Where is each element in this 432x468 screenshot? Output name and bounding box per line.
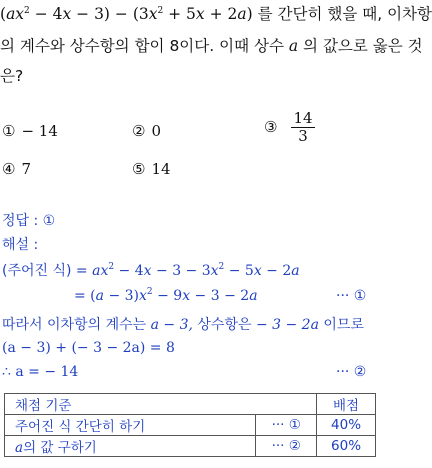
- question-text-3: 은?: [0, 67, 24, 85]
- option-5[interactable]: [132, 160, 171, 178]
- option-4-value: 7: [21, 160, 31, 178]
- then-mid: 상수항은: [197, 317, 252, 333]
- then-coef: a − 3,: [150, 317, 193, 333]
- table-header-row: [5, 394, 376, 415]
- row-2-item: 의 값 구하기: [23, 440, 97, 456]
- row-1-item: 주어진 식 간단히 하기: [5, 415, 256, 436]
- question-text-1: 를 간단히 했을 때, 이차항: [257, 5, 432, 23]
- option-2[interactable]: [132, 122, 161, 140]
- row-2-score: 60%: [317, 436, 376, 457]
- question-var-a: a: [288, 37, 299, 55]
- sum-equation: (a − 3) + (− 3 − 2a) = 8: [2, 340, 175, 356]
- row-1-mark: ··· ①: [256, 415, 317, 436]
- option-1[interactable]: [2, 122, 58, 140]
- option-3[interactable]: [264, 110, 315, 145]
- grading-table: [4, 393, 376, 457]
- option-4[interactable]: [2, 160, 31, 178]
- option-3-mark: ③: [264, 117, 278, 136]
- row-2-mark: ··· ②: [256, 436, 317, 457]
- option-1-value: − 14: [21, 122, 58, 140]
- question-text-2b: 의 값으로 옳은 것: [303, 37, 423, 55]
- therefore-line: ∴ a = − 14: [2, 364, 79, 380]
- question-expression: $(ax^2 - 4x - 3) - (3x^2 + 5x + 2a)$: [0, 5, 253, 23]
- option-2-mark: ②: [132, 122, 146, 140]
- solution-step-1: [2, 260, 300, 280]
- step-1-mark: ··· ①: [336, 288, 367, 304]
- then-text: 따라서 이차항의 계수는: [2, 317, 147, 333]
- option-3-denominator: 3: [298, 127, 308, 145]
- option-5-value: 14: [151, 160, 171, 178]
- question-text-2: 의 계수와 상수항의 합이 8이다. 이때 상수: [0, 37, 284, 55]
- solution-then-line: [2, 314, 364, 334]
- option-5-mark: ⑤: [132, 160, 146, 178]
- step-2-mark: ··· ②: [336, 364, 367, 380]
- explanation-label: 해설 :: [2, 237, 39, 253]
- option-3-numerator: 14: [293, 109, 313, 127]
- option-4-mark: ④: [2, 160, 16, 178]
- question-line-3: [0, 64, 23, 86]
- given-label: (주어진 식): [2, 263, 72, 279]
- question-line-2: [0, 34, 423, 56]
- then-const: − 3 − 2a: [255, 317, 319, 333]
- header-score: 배점: [317, 394, 376, 415]
- row-1-score: 40%: [317, 415, 376, 436]
- table-row: [5, 415, 376, 436]
- table-row: [5, 436, 376, 457]
- row-2-var: a: [15, 440, 24, 456]
- answer-label: 정답 : ①: [2, 213, 56, 229]
- solution-step-1b: = $(a - 3)x^2 - 9x - 3 - 2a$: [74, 287, 258, 304]
- option-3-fraction: [291, 110, 314, 145]
- row-2-item-cell: [5, 436, 256, 457]
- header-criteria: 채점 기준: [5, 394, 317, 415]
- option-1-mark: ①: [2, 122, 16, 140]
- given-expression: = $ax^2 - 4x - 3 - 3x^2 - 5x - 2a$: [71, 262, 300, 279]
- question-line-1: [0, 2, 432, 24]
- option-2-value: 0: [151, 122, 161, 140]
- then-end: 이므로: [323, 317, 364, 333]
